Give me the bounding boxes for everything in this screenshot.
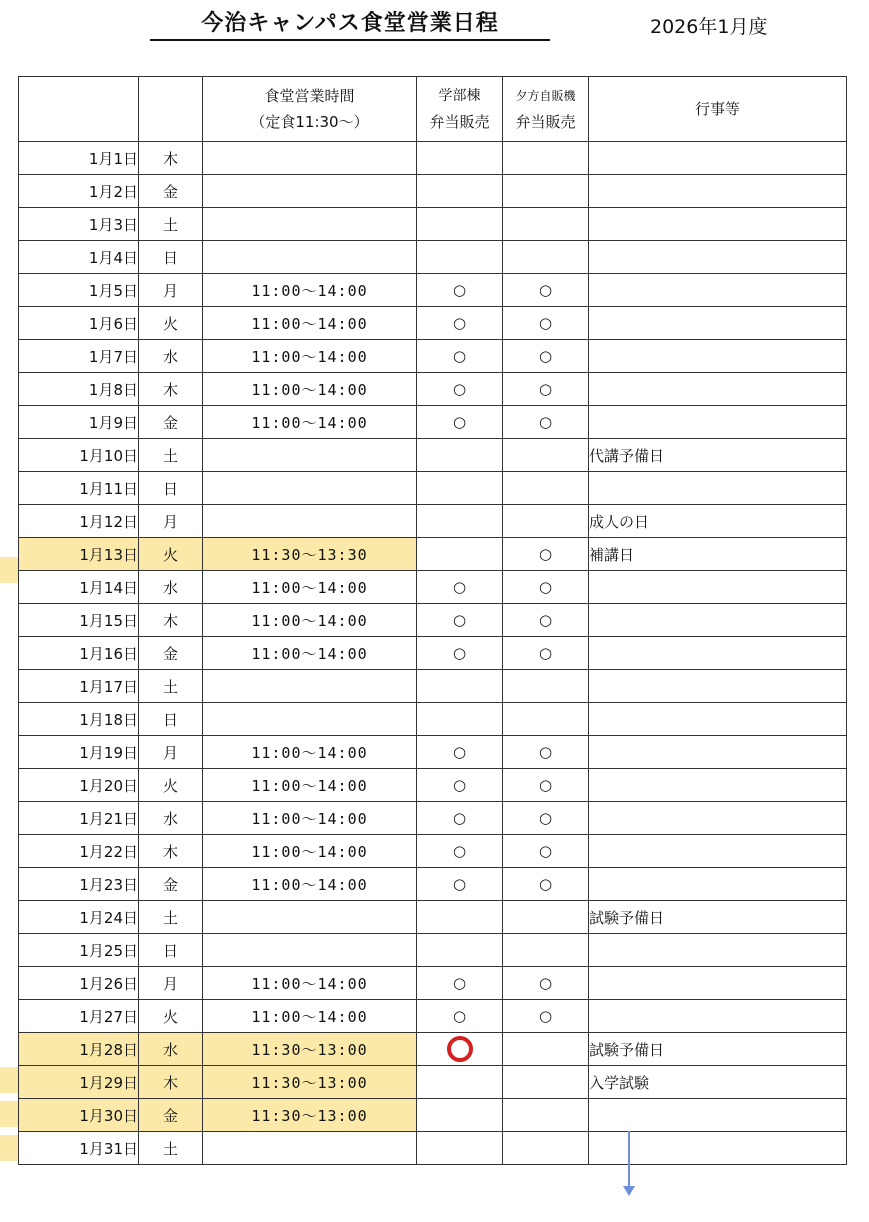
date-cell: 1月16日 — [19, 637, 139, 670]
weekday-cell: 金 — [139, 406, 203, 439]
event-cell — [589, 802, 847, 835]
hours-cell — [203, 208, 417, 241]
weekday-cell: 月 — [139, 736, 203, 769]
event-cell — [589, 373, 847, 406]
event-cell — [589, 274, 847, 307]
hours-cell: 11:00～14:00 — [203, 769, 417, 802]
evening-cell — [503, 505, 589, 538]
table-row — [19, 1033, 847, 1066]
hours-cell — [203, 439, 417, 472]
table-row — [19, 175, 847, 208]
evening-cell — [503, 934, 589, 967]
event-cell — [589, 472, 847, 505]
table-row — [19, 670, 847, 703]
hours-cell: 11:30～13:00 — [203, 1033, 417, 1066]
event-cell: 試験予備日 — [589, 1033, 847, 1066]
table-row — [19, 1000, 847, 1033]
evening-cell: ○ — [503, 1000, 589, 1033]
hours-cell — [203, 934, 417, 967]
evening-cell: ○ — [503, 835, 589, 868]
header-evening-line2: 弁当販売 — [515, 113, 576, 131]
bento-cell: ○ — [417, 1000, 503, 1033]
bento-cell — [417, 1066, 503, 1099]
hours-cell: 11:00～14:00 — [203, 340, 417, 373]
bento-cell — [417, 1132, 503, 1165]
evening-cell — [503, 208, 589, 241]
weekday-cell: 月 — [139, 505, 203, 538]
hours-cell: 11:30～13:30 — [203, 538, 417, 571]
hours-cell — [203, 241, 417, 274]
table-row — [19, 967, 847, 1000]
bento-cell — [417, 175, 503, 208]
event-cell — [589, 835, 847, 868]
weekday-cell: 木 — [139, 142, 203, 175]
event-cell — [589, 637, 847, 670]
evening-cell — [503, 241, 589, 274]
weekday-cell: 木 — [139, 373, 203, 406]
weekday-cell: 土 — [139, 439, 203, 472]
table-row — [19, 505, 847, 538]
month-label: 2026年1月度 — [650, 16, 768, 38]
header-hours — [203, 77, 417, 142]
table-row — [19, 802, 847, 835]
event-cell: 代講予備日 — [589, 439, 847, 472]
event-cell — [589, 571, 847, 604]
weekday-cell: 水 — [139, 802, 203, 835]
evening-cell: ○ — [503, 967, 589, 1000]
date-cell: 1月8日 — [19, 373, 139, 406]
hours-cell: 11:00～14:00 — [203, 307, 417, 340]
bento-cell: ○ — [417, 571, 503, 604]
date-cell: 1月1日 — [19, 142, 139, 175]
table-row — [19, 1099, 847, 1132]
table-row — [19, 769, 847, 802]
page-title: 今治キャンパス食堂営業日程 — [150, 6, 550, 41]
weekday-cell: 土 — [139, 208, 203, 241]
hours-cell: 11:00～14:00 — [203, 868, 417, 901]
event-cell — [589, 670, 847, 703]
hours-cell — [203, 142, 417, 175]
bento-cell — [417, 901, 503, 934]
evening-cell — [503, 703, 589, 736]
weekday-cell: 金 — [139, 175, 203, 208]
weekday-cell: 火 — [139, 769, 203, 802]
table-row — [19, 868, 847, 901]
bento-cell — [417, 208, 503, 241]
bento-cell: ○ — [417, 637, 503, 670]
date-cell: 1月12日 — [19, 505, 139, 538]
hours-cell: 11:00～14:00 — [203, 802, 417, 835]
date-cell: 1月22日 — [19, 835, 139, 868]
event-cell — [589, 934, 847, 967]
header-bento-line1: 学部棟 — [438, 88, 481, 104]
weekday-cell: 日 — [139, 472, 203, 505]
weekday-cell: 金 — [139, 868, 203, 901]
date-cell: 1月15日 — [19, 604, 139, 637]
table-row — [19, 835, 847, 868]
evening-cell — [503, 472, 589, 505]
table-row — [19, 307, 847, 340]
hours-cell — [203, 703, 417, 736]
bento-cell — [417, 1033, 503, 1066]
evening-cell: ○ — [503, 307, 589, 340]
evening-cell: ○ — [503, 340, 589, 373]
evening-cell — [503, 1066, 589, 1099]
date-cell: 1月14日 — [19, 571, 139, 604]
evening-cell: ○ — [503, 571, 589, 604]
weekday-cell: 日 — [139, 934, 203, 967]
hours-cell: 11:00～14:00 — [203, 967, 417, 1000]
header-events: 行事等 — [589, 77, 847, 142]
date-cell: 1月6日 — [19, 307, 139, 340]
evening-cell — [503, 670, 589, 703]
bento-cell — [417, 934, 503, 967]
hours-cell: 11:00～14:00 — [203, 637, 417, 670]
header-bento — [417, 77, 503, 142]
table-row — [19, 736, 847, 769]
date-cell: 1月5日 — [19, 274, 139, 307]
event-cell: 試験予備日 — [589, 901, 847, 934]
header-hours-line1: 食堂営業時間 — [264, 87, 355, 105]
evening-cell: ○ — [503, 406, 589, 439]
bento-cell: ○ — [417, 769, 503, 802]
bento-cell: ○ — [417, 604, 503, 637]
table-row — [19, 637, 847, 670]
table-row — [19, 373, 847, 406]
date-cell: 1月10日 — [19, 439, 139, 472]
date-cell: 1月2日 — [19, 175, 139, 208]
evening-cell: ○ — [503, 868, 589, 901]
event-cell — [589, 604, 847, 637]
weekday-cell: 土 — [139, 670, 203, 703]
evening-cell: ○ — [503, 373, 589, 406]
event-cell — [589, 175, 847, 208]
table-row — [19, 274, 847, 307]
date-cell: 1月13日 — [19, 538, 139, 571]
weekday-cell: 木 — [139, 835, 203, 868]
event-cell — [589, 340, 847, 373]
hours-cell: 11:30～13:00 — [203, 1099, 417, 1132]
event-cell: 補講日 — [589, 538, 847, 571]
weekday-cell: 金 — [139, 1099, 203, 1132]
hours-cell: 11:00～14:00 — [203, 736, 417, 769]
header-evening — [503, 77, 589, 142]
bento-cell — [417, 703, 503, 736]
evening-cell — [503, 1099, 589, 1132]
bento-cell — [417, 1099, 503, 1132]
header-dow — [139, 77, 203, 142]
weekday-cell: 日 — [139, 241, 203, 274]
event-cell — [589, 406, 847, 439]
date-cell: 1月3日 — [19, 208, 139, 241]
table-row — [19, 604, 847, 637]
highlight-marker — [0, 1135, 18, 1161]
evening-cell: ○ — [503, 637, 589, 670]
table-row — [19, 901, 847, 934]
date-cell: 1月18日 — [19, 703, 139, 736]
date-cell: 1月29日 — [19, 1066, 139, 1099]
bento-cell — [417, 505, 503, 538]
table-row — [19, 241, 847, 274]
header-hours-line2: （定食11:30～） — [250, 113, 369, 131]
bento-cell: ○ — [417, 340, 503, 373]
event-cell — [589, 769, 847, 802]
date-cell: 1月25日 — [19, 934, 139, 967]
evening-cell: ○ — [503, 769, 589, 802]
bento-cell: ○ — [417, 802, 503, 835]
hours-cell — [203, 175, 417, 208]
highlight-marker — [0, 557, 18, 583]
evening-cell: ○ — [503, 736, 589, 769]
date-cell: 1月21日 — [19, 802, 139, 835]
bento-cell — [417, 142, 503, 175]
weekday-cell: 火 — [139, 307, 203, 340]
evening-cell — [503, 1132, 589, 1165]
weekday-cell: 水 — [139, 571, 203, 604]
date-cell: 1月11日 — [19, 472, 139, 505]
hours-cell — [203, 505, 417, 538]
header-evening-line1: 夕方自販機 — [515, 89, 576, 103]
evening-cell: ○ — [503, 802, 589, 835]
table-row — [19, 439, 847, 472]
weekday-cell: 土 — [139, 901, 203, 934]
event-cell: 成人の日 — [589, 505, 847, 538]
date-cell: 1月28日 — [19, 1033, 139, 1066]
bento-cell — [417, 670, 503, 703]
hours-cell — [203, 901, 417, 934]
event-cell — [589, 703, 847, 736]
table-row — [19, 538, 847, 571]
date-cell: 1月26日 — [19, 967, 139, 1000]
header-row — [19, 77, 847, 142]
event-cell — [589, 1000, 847, 1033]
evening-cell: ○ — [503, 274, 589, 307]
table-row — [19, 340, 847, 373]
date-cell: 1月19日 — [19, 736, 139, 769]
event-cell — [589, 241, 847, 274]
continuation-arrow — [628, 1131, 630, 1189]
evening-cell — [503, 901, 589, 934]
red-circle-icon — [447, 1036, 473, 1062]
header-date — [19, 77, 139, 142]
bento-cell: ○ — [417, 373, 503, 406]
evening-cell — [503, 1033, 589, 1066]
bento-cell — [417, 538, 503, 571]
bento-cell: ○ — [417, 307, 503, 340]
header-bento-line2: 弁当販売 — [429, 113, 490, 131]
event-cell: 入学試験 — [589, 1066, 847, 1099]
weekday-cell: 土 — [139, 1132, 203, 1165]
event-cell — [589, 1099, 847, 1132]
evening-cell: ○ — [503, 604, 589, 637]
weekday-cell: 日 — [139, 703, 203, 736]
weekday-cell: 水 — [139, 1033, 203, 1066]
date-cell: 1月31日 — [19, 1132, 139, 1165]
hours-cell — [203, 1132, 417, 1165]
date-cell: 1月20日 — [19, 769, 139, 802]
table-row — [19, 934, 847, 967]
hours-cell: 11:00～14:00 — [203, 274, 417, 307]
evening-cell — [503, 142, 589, 175]
table-row — [19, 406, 847, 439]
bento-cell: ○ — [417, 406, 503, 439]
weekday-cell: 火 — [139, 1000, 203, 1033]
arrow-head-icon — [623, 1186, 635, 1196]
table-row — [19, 571, 847, 604]
bento-cell: ○ — [417, 967, 503, 1000]
event-cell — [589, 142, 847, 175]
table-row — [19, 1132, 847, 1165]
date-cell: 1月4日 — [19, 241, 139, 274]
date-cell: 1月24日 — [19, 901, 139, 934]
evening-cell — [503, 175, 589, 208]
hours-cell: 11:00～14:00 — [203, 1000, 417, 1033]
weekday-cell: 火 — [139, 538, 203, 571]
table-row — [19, 142, 847, 175]
table-row — [19, 472, 847, 505]
event-cell — [589, 307, 847, 340]
hours-cell: 11:00～14:00 — [203, 604, 417, 637]
hours-cell: 11:00～14:00 — [203, 406, 417, 439]
weekday-cell: 月 — [139, 274, 203, 307]
bento-cell — [417, 241, 503, 274]
bento-cell — [417, 439, 503, 472]
weekday-cell: 水 — [139, 340, 203, 373]
evening-cell: ○ — [503, 538, 589, 571]
highlight-marker — [0, 1101, 18, 1127]
table-row — [19, 208, 847, 241]
date-cell: 1月27日 — [19, 1000, 139, 1033]
weekday-cell: 木 — [139, 604, 203, 637]
bento-cell: ○ — [417, 274, 503, 307]
event-cell — [589, 208, 847, 241]
evening-cell — [503, 439, 589, 472]
event-cell — [589, 736, 847, 769]
date-cell: 1月30日 — [19, 1099, 139, 1132]
hours-cell: 11:00～14:00 — [203, 835, 417, 868]
date-cell: 1月7日 — [19, 340, 139, 373]
bento-cell: ○ — [417, 835, 503, 868]
date-cell: 1月9日 — [19, 406, 139, 439]
hours-cell — [203, 670, 417, 703]
event-cell — [589, 868, 847, 901]
hours-cell: 11:00～14:00 — [203, 373, 417, 406]
date-cell: 1月23日 — [19, 868, 139, 901]
weekday-cell: 木 — [139, 1066, 203, 1099]
hours-cell: 11:30～13:00 — [203, 1066, 417, 1099]
highlight-marker — [0, 1067, 18, 1093]
schedule-table — [18, 76, 847, 1165]
weekday-cell: 金 — [139, 637, 203, 670]
bento-cell: ○ — [417, 868, 503, 901]
hours-cell: 11:00～14:00 — [203, 571, 417, 604]
bento-cell: ○ — [417, 736, 503, 769]
date-cell: 1月17日 — [19, 670, 139, 703]
bento-cell — [417, 472, 503, 505]
hours-cell — [203, 472, 417, 505]
table-row — [19, 703, 847, 736]
weekday-cell: 月 — [139, 967, 203, 1000]
event-cell — [589, 967, 847, 1000]
table-row — [19, 1066, 847, 1099]
